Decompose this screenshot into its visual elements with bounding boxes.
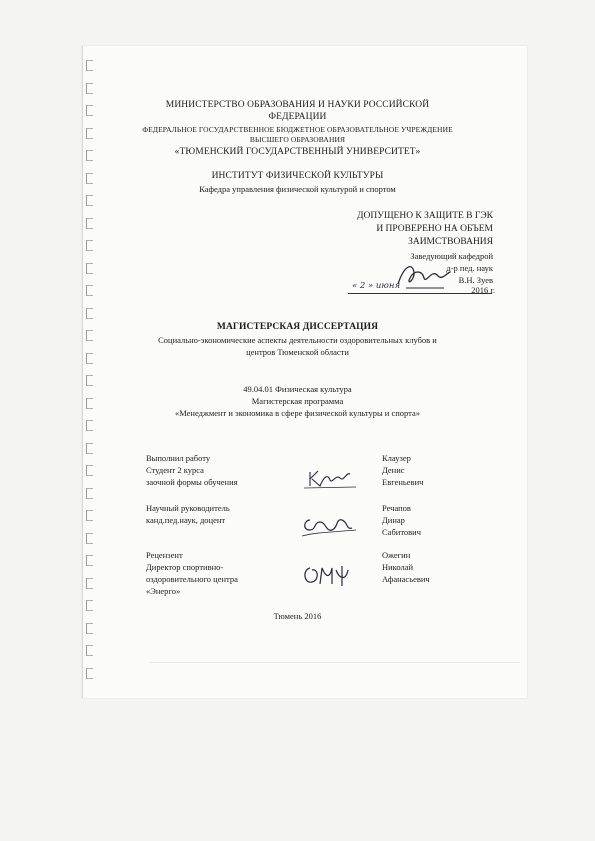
binder-hole: [86, 488, 93, 499]
signature-supervisor: [296, 508, 360, 542]
approval-name: В.Н. Зуев: [458, 275, 493, 285]
supervisor-patronymic: Сабитович: [382, 527, 422, 537]
binder-hole: [86, 240, 93, 251]
binder-hole: [86, 668, 93, 679]
city-year: Тюмень 2016: [273, 611, 322, 621]
reviewer-role-1: Рецензент: [146, 550, 183, 560]
program-name: «Менеджмент и экономика в сфере физической культуры и спорта»: [174, 408, 421, 418]
approval-date-handwritten: « 2 » июня: [352, 281, 401, 291]
approval-year: 2016 г.: [471, 285, 495, 295]
student-first-name: Денис: [382, 465, 405, 475]
approval-line-1: ДОПУЩЕНО К ЗАЩИТЕ В ГЭК: [357, 211, 493, 221]
reviewer-role-3: оздоровительного центра: [146, 574, 238, 584]
institution-line-2: ВЫСШЕГО ОБРАЗОВАНИЯ: [249, 135, 346, 144]
binder-hole: [86, 645, 93, 656]
binder-hole: [86, 285, 93, 296]
supervisor-first-name: Динар: [382, 515, 405, 525]
document-type: МАГИСТЕРСКАЯ ДИССЕРТАЦИЯ: [216, 322, 379, 332]
ministry-line-1: МИНИСТЕРСТВО ОБРАЗОВАНИЯ И НАУКИ РОССИЙСКОЙ: [165, 100, 430, 110]
department-name: Кафедра управления физической культурой и спортом: [199, 184, 396, 194]
approval-line-3: ЗАИМСТВОВАНИЯ: [408, 237, 493, 247]
scan-artifact-line: [150, 662, 520, 663]
binder-hole: [86, 623, 93, 634]
binder-hole: [86, 510, 93, 521]
binder-hole: [86, 263, 93, 274]
binder-hole: [86, 555, 93, 566]
topic-line-1: Социально-экономические аспекты деятельности оздоровительных клубов и: [158, 335, 437, 345]
approval-degree: д-р пед. наук: [446, 263, 493, 273]
binder-hole: [86, 465, 93, 476]
supervisor-last-name: Речапов: [382, 503, 411, 513]
student-role-3: заочной формы обучения: [146, 477, 238, 487]
binder-hole: [86, 443, 93, 454]
binder-hole: [86, 83, 93, 94]
approval-line-2: И ПРОВЕРЕНО НА ОБЪЕМ: [376, 224, 493, 234]
program-code: 49.04.01 Физическая культура: [243, 384, 352, 394]
reviewer-role-4: «Энерго»: [146, 586, 181, 596]
ministry-line-2: ФЕДЕРАЦИИ: [268, 112, 327, 122]
reviewer-last-name: Ожегин: [382, 550, 411, 560]
binder-hole: [86, 60, 93, 71]
binder-hole: [86, 308, 93, 319]
institution-line-1: ФЕДЕРАЛЬНОЕ ГОСУДАРСТВЕННОЕ БЮДЖЕТНОЕ ОБРАЗОВАТЕЛЬНОЕ УЧРЕЖДЕНИЕ: [142, 125, 453, 134]
approval-role: Заведующий кафедрой: [410, 251, 493, 261]
university-name: «ТЮМЕНСКИЙ ГОСУДАРСТВЕННЫЙ УНИВЕРСИТЕТ»: [174, 147, 421, 157]
binder-hole: [86, 600, 93, 611]
binder-hole: [86, 195, 93, 206]
student-role-2: Студент 2 курса: [146, 465, 204, 475]
supervisor-role-1: Научный руководитель: [146, 503, 230, 513]
reviewer-patronymic: Афанасьевич: [382, 574, 430, 584]
binder-hole: [86, 578, 93, 589]
student-last-name: Клаузер: [382, 453, 411, 463]
supervisor-role-2: канд.пед.наук, доцент: [146, 515, 226, 525]
binder-hole: [86, 533, 93, 544]
student-patronymic: Евгеньевич: [382, 477, 424, 487]
student-role-1: Выполнил работу: [146, 453, 211, 463]
binder-hole: [86, 218, 93, 229]
institute-name: ИНСТИТУТ ФИЗИЧЕСКОЙ КУЛЬТУРЫ: [211, 171, 384, 181]
binder-hole: [86, 420, 93, 431]
reviewer-first-name: Николай: [382, 562, 414, 572]
signature-student: [300, 462, 360, 492]
reviewer-role-2: Директор спортивно-: [146, 562, 224, 572]
program-type: Магистерская программа: [251, 396, 344, 406]
signature-reviewer: [298, 558, 358, 592]
topic-line-2: центров Тюменской области: [246, 347, 349, 357]
